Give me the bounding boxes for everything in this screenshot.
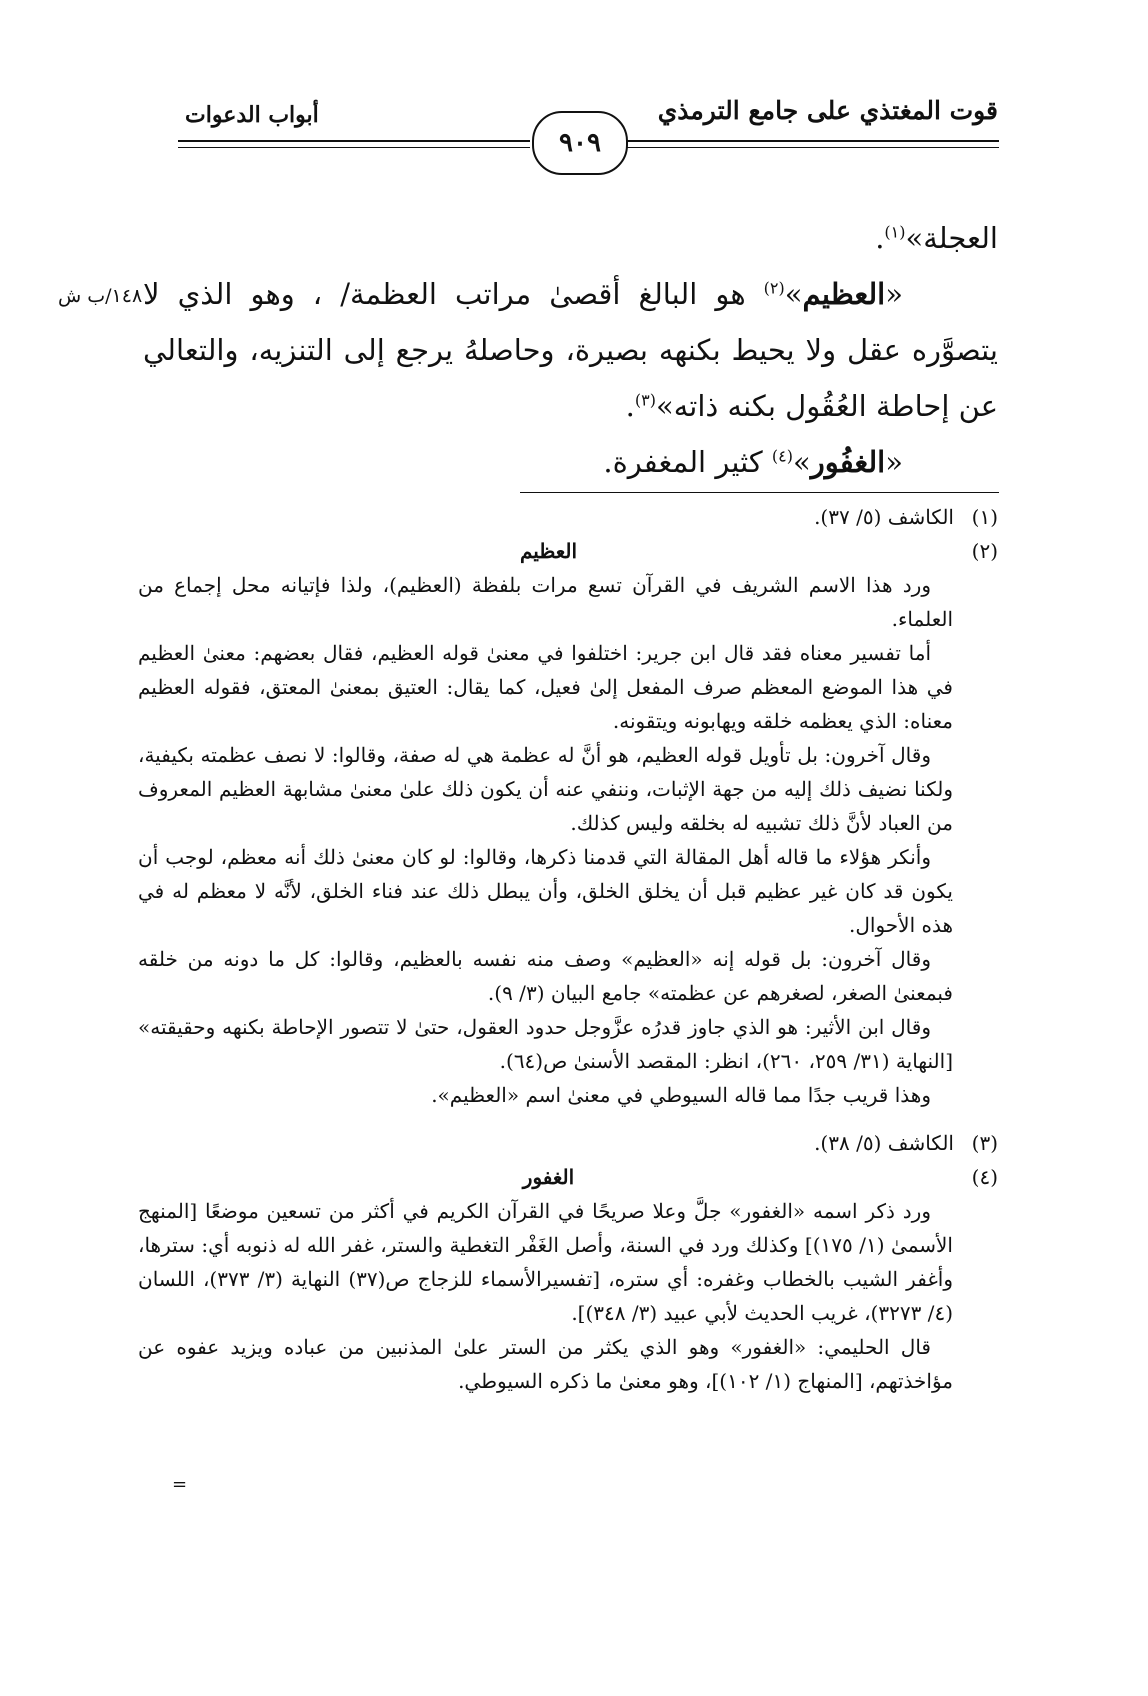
- header-rule-left-bottom: [178, 147, 530, 148]
- footnote-separator: [520, 492, 999, 493]
- footnote-ref-1: (١): [884, 222, 906, 242]
- footnote-ref-3: (٣): [634, 390, 656, 410]
- footnotes: [138, 500, 998, 1480]
- footnote-2-paragraph: وقال ابن الأثير: هو الذي جاوز قدرُه عزَّوجل حدود العقول، حتىٰ لا تتصور الإحاطة بكنهه وحقيقته» [النهاية (٣١/ ٢٥٩، ٢٦٠)، انظر: المقصد الأسنىٰ ص(٦٤).: [138, 1015, 953, 1073]
- quote-close: »: [784, 277, 803, 311]
- continuation-mark: =: [172, 1474, 188, 1495]
- footnote-2-paragraph: ورد هذا الاسم الشريف في القرآن تسع مرات بلفظة (العظيم)، ولذا فإتيانه محل إجماع من العلماء.: [138, 573, 953, 631]
- quote-open: «: [885, 277, 903, 311]
- footnote-4-body: [138, 1194, 953, 1398]
- main-line-1-end: .: [875, 221, 885, 255]
- footnote-2-paragraph: وأنكر هؤلاء ما قاله أهل المقالة التي قدمنا ذكرها، وقالوا: لو كان معنىٰ ذلك أنه معظم، لوجب أن يكون قد كان غير عظيم قبل أن يخلق الخلق، وأن يبطل ذلك عند فناء الخلق، لأنَّه لا معظم له في هذه الأحوال.: [138, 845, 953, 937]
- main-line-1: [143, 210, 998, 266]
- main-line-1-text: العجلة»: [905, 221, 998, 255]
- footnote-3-text: الكاشف (٥/ ٣٨).: [814, 1131, 954, 1155]
- page-number-text: ٩٠٩: [559, 128, 601, 158]
- footnote-4-number: (٤): [971, 1165, 998, 1189]
- footnote-4-paragraph: ورد ذكر اسمه «الغفور» جلَّ وعلا صريحًا في القرآن الكريم في أكثر من تسعين موضعًا [المنهج الأسمىٰ (١/ ١٧٥)] وكذلك ورد في السنة، وأصل الغَفْر التغطية والستر، غفر الله له ذنوبه أي: سترها، وأغفر الشيب بالخطاب وغفره: أي ستره، [تفسيرالأسماء للزجاج ص(٣٧) النهاية (٣/ ٣٧٣)، اللسان (٤/ ٣٢٧٣)، غريب الحديث لأبي عبيد (٣/ ٣٤٨)].: [138, 1199, 953, 1325]
- footnote-2-paragraph: وقال آخرون: بل تأويل قوله العظيم، هو أنَّ له عظمة هي له صفة، وقالوا: لا نصف عظمته بكيفية، ولكنا نضيف ذلك إليه من جهة الإثبات، وننفي عنه أن يكون ذلك علىٰ معنىٰ مشابهة العظيم المعروف من العباد لأنَّ ذلك تشبيه له بخلقه وليس كذلك.: [138, 743, 953, 835]
- footnote-ref-4: (٤): [771, 446, 793, 466]
- footnote-1-text: الكاشف (٥/ ٣٧).: [814, 505, 954, 529]
- header-rule-right-bottom: [626, 147, 999, 148]
- main-paragraph-azeem: [143, 266, 998, 434]
- footnote-2-heading: العظيم: [519, 539, 578, 563]
- quote-close: »: [792, 445, 811, 479]
- footnote-2-body: [138, 568, 953, 1112]
- footnote-2-paragraph: أما تفسير معناه فقد قال ابن جرير: اختلفوا في معنىٰ قوله العظيم، فقال بعضهم: معنىٰ العظيم في هذا الموضع المعظم صرف المفعل إلىٰ فعيل، كما يقال: العتيق بمعنىٰ المعتق، فقوله العظيم معناه: الذي يعظمه خلقه ويهابونه ويتقونه.: [138, 641, 953, 733]
- footnote-4-heading: الغفور: [522, 1165, 575, 1189]
- term-ghafoor: الغفُور: [810, 445, 886, 479]
- quote-open: «: [885, 445, 903, 479]
- footnote-ref-2: (٢): [763, 278, 785, 298]
- footnote-2-paragraph: وهذا قريب جدًا مما قاله السيوطي في معنىٰ اسم «العظيم».: [431, 1083, 931, 1107]
- book-title: قوت المغتذي على جامع الترمذي: [657, 96, 998, 125]
- main-text: [143, 210, 998, 490]
- chapter-title: أبواب الدعوات: [185, 102, 319, 128]
- ghafoor-definition: كثير المغفرة.: [603, 445, 772, 479]
- footnote-4-paragraph: قال الحليمي: «الغفور» وهو الذي يكثر من الستر علىٰ المذنبين من عباده ويزيد عفوه عن مؤاخذتهم، [المنهاج (١/ ١٠٢)]، وهو معنىٰ ما ذكره السيوطي.: [138, 1335, 953, 1393]
- azeem-end: .: [625, 389, 635, 423]
- header-rule-left-top: [178, 140, 530, 142]
- main-paragraph-ghafoor: [143, 434, 998, 490]
- footnote-1-number: (١): [971, 505, 998, 529]
- footnote-3-number: (٣): [971, 1131, 998, 1155]
- term-azeem: العظيم: [802, 277, 886, 311]
- footnote-2-paragraph: وقال آخرون: بل قوله إنه «العظيم» وصف منه نفسه بالعظيم، وقالوا: كل ما دونه من خلقه فبمعنىٰ الصغر، لصغرهم عن عظمته» جامع البيان (٣/ ٩).: [138, 947, 953, 1005]
- footnote-2-number: (٢): [971, 539, 998, 563]
- header-rule-right-top: [626, 140, 999, 142]
- page-number: [532, 111, 628, 175]
- margin-note: ١٤٨/ب ش: [58, 285, 143, 307]
- azeem-definition: هو البالغ أقصىٰ مراتب العظمة/ ، وهو الذي لا يتصوَّره عقل ولا يحيط بكنهه بصيرة، وحاصلهُ يرجع إلى التنزيه، والتعالي عن إحاطة العُقُول بكنه ذاته»: [143, 277, 998, 423]
